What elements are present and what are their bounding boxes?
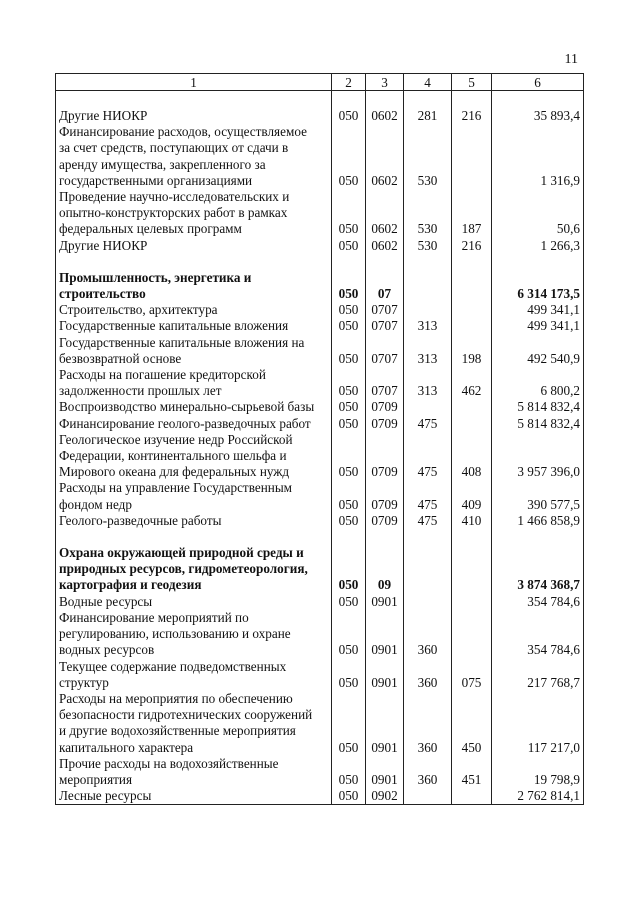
code-col-2: 050	[332, 432, 366, 481]
description-cell	[56, 367, 332, 399]
code-col-3: 09	[366, 545, 404, 594]
code-col-4: 313	[404, 318, 452, 334]
budget-table	[55, 73, 584, 805]
description-cell	[56, 594, 332, 610]
description-line: задолженности прошлых лет	[59, 383, 222, 399]
code-col-3: 0901	[366, 659, 404, 691]
code-col-4	[404, 270, 452, 302]
code-col-4	[404, 594, 452, 610]
spacer-cell	[452, 254, 492, 270]
description-line: Расходы на мероприятия по обеспечению	[59, 690, 293, 706]
table-row	[56, 124, 584, 189]
spacer-cell	[56, 91, 332, 109]
code-col-2: 050	[332, 691, 366, 756]
code-col-5	[452, 545, 492, 594]
spacer-cell	[492, 254, 584, 270]
spacer-cell	[366, 254, 404, 270]
description-line: Федерации, континентального шельфа и	[59, 448, 287, 464]
code-col-5: 075	[452, 659, 492, 691]
section-heading-row	[56, 545, 584, 594]
code-col-2: 050	[332, 108, 366, 124]
code-col-5: 216	[452, 108, 492, 124]
code-col-5: 216	[452, 238, 492, 254]
table-row	[56, 659, 584, 691]
code-col-3: 0901	[366, 756, 404, 788]
description-line: мероприятия	[59, 771, 133, 787]
code-col-2: 050	[332, 399, 366, 415]
code-col-5: 462	[452, 367, 492, 399]
description-cell	[56, 610, 332, 659]
code-col-5	[452, 610, 492, 659]
code-col-5: 409	[452, 480, 492, 512]
spacer-cell	[56, 529, 332, 545]
table-row	[56, 302, 584, 318]
table-row	[56, 189, 584, 238]
table-row	[56, 788, 584, 805]
code-col-5: 187	[452, 189, 492, 238]
code-col-5: 450	[452, 691, 492, 756]
description-cell	[56, 513, 332, 529]
description-line: Проведение научно-исследовательских и	[59, 189, 290, 205]
code-col-4: 530	[404, 124, 452, 189]
amount-cell: 3 874 368,7	[492, 545, 584, 594]
description-cell	[56, 659, 332, 691]
code-col-2: 050	[332, 238, 366, 254]
code-col-4: 475	[404, 513, 452, 529]
description-cell	[56, 788, 332, 805]
code-col-3: 0901	[366, 610, 404, 659]
spacer-cell	[404, 254, 452, 270]
description-cell	[56, 238, 332, 254]
code-col-2: 050	[332, 124, 366, 189]
description-line: Государственные капитальные вложения на	[59, 334, 305, 350]
description-cell	[56, 108, 332, 124]
amount-cell: 50,6	[492, 189, 584, 238]
code-col-2: 050	[332, 513, 366, 529]
description-cell	[56, 270, 332, 302]
code-col-4	[404, 399, 452, 415]
code-col-3: 0901	[366, 691, 404, 756]
description-line: природных ресурсов, гидрометеорология,	[59, 561, 308, 577]
amount-cell: 492 540,9	[492, 335, 584, 367]
description-cell	[56, 480, 332, 512]
description-cell	[56, 432, 332, 481]
table-row	[56, 756, 584, 788]
code-col-3: 0709	[366, 513, 404, 529]
code-col-4: 313	[404, 335, 452, 367]
description-cell	[56, 302, 332, 318]
page-number: 11	[564, 52, 578, 67]
description-line: Финансирование мероприятий по	[59, 609, 249, 625]
amount-cell: 6 800,2	[492, 367, 584, 399]
amount-cell: 6 314 173,5	[492, 270, 584, 302]
description-line: Финансирование расходов, осуществляемое	[59, 124, 307, 140]
spacer-row	[56, 91, 584, 109]
spacer-cell	[332, 254, 366, 270]
code-col-2: 050	[332, 594, 366, 610]
code-col-3: 0901	[366, 594, 404, 610]
description-line: опытно-конструкторских работ в рамках	[59, 205, 288, 221]
code-col-5	[452, 270, 492, 302]
table-row	[56, 691, 584, 756]
amount-cell: 117 217,0	[492, 691, 584, 756]
code-col-5	[452, 124, 492, 189]
code-col-2: 050	[332, 788, 366, 805]
description-line: государственными организациями	[59, 172, 253, 188]
description-cell	[56, 189, 332, 238]
amount-cell: 1 466 858,9	[492, 513, 584, 529]
description-line: федеральных целевых программ	[59, 221, 242, 237]
description-line: Воспроизводство минерально-сырьевой базы	[59, 399, 315, 415]
description-line: фондом недр	[59, 496, 132, 512]
column-header-4: 4	[404, 74, 452, 91]
code-col-2: 050	[332, 270, 366, 302]
column-header-6: 6	[492, 74, 584, 91]
description-cell	[56, 545, 332, 594]
description-line: Другие НИОКР	[59, 108, 148, 123]
table-row	[56, 513, 584, 529]
description-cell	[56, 416, 332, 432]
table-header-row	[56, 74, 584, 91]
code-col-2: 050	[332, 545, 366, 594]
code-col-2: 050	[332, 610, 366, 659]
spacer-cell	[56, 254, 332, 270]
description-cell	[56, 756, 332, 788]
spacer-row	[56, 254, 584, 270]
spacer-cell	[332, 91, 366, 109]
code-col-2: 050	[332, 480, 366, 512]
code-col-4: 475	[404, 432, 452, 481]
table-row	[56, 238, 584, 254]
table-row	[56, 480, 584, 512]
table-row	[56, 399, 584, 415]
spacer-cell	[404, 529, 452, 545]
spacer-cell	[404, 91, 452, 109]
table-row	[56, 108, 584, 124]
code-col-5	[452, 302, 492, 318]
amount-cell: 19 798,9	[492, 756, 584, 788]
table-row	[56, 610, 584, 659]
code-col-5: 410	[452, 513, 492, 529]
code-col-2: 050	[332, 318, 366, 334]
description-cell	[56, 124, 332, 189]
description-line: Водные ресурсы	[59, 593, 153, 609]
code-col-2: 050	[332, 659, 366, 691]
description-line: Государственные капитальные вложения	[59, 318, 289, 334]
description-line: Прочие расходы на водохозяйственные	[59, 755, 279, 771]
amount-cell: 2 762 814,1	[492, 788, 584, 805]
table-row	[56, 416, 584, 432]
code-col-4: 530	[404, 189, 452, 238]
code-col-5: 198	[452, 335, 492, 367]
code-col-2: 050	[332, 756, 366, 788]
description-line: Финансирование геолого-разведочных работ	[59, 415, 311, 431]
amount-cell: 3 957 396,0	[492, 432, 584, 481]
description-cell	[56, 399, 332, 415]
description-line: Другие НИОКР	[59, 237, 148, 253]
code-col-3: 0602	[366, 124, 404, 189]
code-col-4	[404, 302, 452, 318]
code-col-4: 281	[404, 108, 452, 124]
description-line: Расходы на погашение кредиторской	[59, 367, 266, 383]
section-heading-row	[56, 270, 584, 302]
column-header-5: 5	[452, 74, 492, 91]
column-header-3: 3	[366, 74, 404, 91]
code-col-4: 360	[404, 756, 452, 788]
code-col-3: 0707	[366, 335, 404, 367]
code-col-3: 0707	[366, 302, 404, 318]
spacer-cell	[452, 91, 492, 109]
description-line: Мирового океана для федеральных нужд	[59, 464, 290, 480]
spacer-cell	[492, 91, 584, 109]
description-line: водных ресурсов	[59, 642, 155, 658]
spacer-cell	[452, 529, 492, 545]
code-col-5: 451	[452, 756, 492, 788]
code-col-3: 0602	[366, 189, 404, 238]
table-row	[56, 367, 584, 399]
spacer-cell	[366, 91, 404, 109]
description-line: Текущее содержание подведомственных	[59, 658, 287, 674]
description-line: аренду имущества, закрепленного за	[59, 156, 266, 172]
amount-cell: 1 266,3	[492, 238, 584, 254]
description-line: за счет средств, поступающих от сдачи в	[59, 140, 289, 156]
description-cell	[56, 335, 332, 367]
description-line: Строительство, архитектура	[59, 302, 218, 318]
code-col-4: 313	[404, 367, 452, 399]
code-col-4	[404, 788, 452, 805]
code-col-4: 530	[404, 238, 452, 254]
code-col-3: 07	[366, 270, 404, 302]
table-row	[56, 594, 584, 610]
amount-cell: 217 768,7	[492, 659, 584, 691]
description-line: и другие водохозяйственные мероприятия	[59, 723, 296, 739]
amount-cell: 499 341,1	[492, 318, 584, 334]
table-row	[56, 432, 584, 481]
code-col-5: 408	[452, 432, 492, 481]
amount-cell: 354 784,6	[492, 594, 584, 610]
spacer-cell	[492, 529, 584, 545]
description-line: картография и геодезия	[59, 577, 202, 593]
description-line: строительство	[59, 286, 146, 302]
code-col-3: 0902	[366, 788, 404, 805]
description-line: безвозвратной основе	[59, 350, 182, 366]
amount-cell: 499 341,1	[492, 302, 584, 318]
amount-cell: 1 316,9	[492, 124, 584, 189]
code-col-5	[452, 594, 492, 610]
code-col-3: 0602	[366, 238, 404, 254]
description-cell	[56, 691, 332, 756]
spacer-row	[56, 529, 584, 545]
code-col-5	[452, 788, 492, 805]
description-line: Промышленность, энергетика и	[59, 269, 252, 285]
description-line: Геологическое изучение недр Российской	[59, 431, 293, 447]
amount-cell: 35 893,4	[492, 108, 584, 124]
table-row	[56, 318, 584, 334]
column-header-1: 1	[56, 74, 332, 91]
amount-cell: 5 814 832,4	[492, 399, 584, 415]
description-line: Охрана окружающей природной среды и	[59, 545, 304, 561]
amount-cell: 390 577,5	[492, 480, 584, 512]
table-row	[56, 335, 584, 367]
code-col-4: 475	[404, 416, 452, 432]
description-line: безопасности гидротехнических сооружений	[59, 707, 313, 723]
description-line: структур	[59, 674, 109, 690]
spacer-cell	[366, 529, 404, 545]
code-col-4: 475	[404, 480, 452, 512]
amount-cell: 354 784,6	[492, 610, 584, 659]
code-col-3: 0602	[366, 108, 404, 124]
code-col-3: 0709	[366, 432, 404, 481]
code-col-5	[452, 318, 492, 334]
code-col-2: 050	[332, 189, 366, 238]
code-col-2: 050	[332, 302, 366, 318]
code-col-5	[452, 399, 492, 415]
code-col-3: 0709	[366, 399, 404, 415]
code-col-4: 360	[404, 691, 452, 756]
code-col-3: 0707	[366, 318, 404, 334]
code-col-4	[404, 545, 452, 594]
code-col-2: 050	[332, 416, 366, 432]
code-col-3: 0709	[366, 416, 404, 432]
amount-cell: 5 814 832,4	[492, 416, 584, 432]
code-col-2: 050	[332, 335, 366, 367]
code-col-4: 360	[404, 659, 452, 691]
description-line: Расходы на управление Государственным	[59, 480, 293, 496]
column-header-2: 2	[332, 74, 366, 91]
description-line: Геолого-разведочные работы	[59, 512, 222, 528]
description-cell	[56, 318, 332, 334]
code-col-3: 0707	[366, 367, 404, 399]
code-col-4: 360	[404, 610, 452, 659]
spacer-cell	[332, 529, 366, 545]
description-line: капитального характера	[59, 739, 194, 755]
table-body	[56, 91, 584, 805]
description-line: Лесные ресурсы	[59, 788, 152, 804]
code-col-5	[452, 416, 492, 432]
code-col-3: 0709	[366, 480, 404, 512]
description-line: регулированию, использованию и охране	[59, 626, 291, 642]
code-col-2: 050	[332, 367, 366, 399]
